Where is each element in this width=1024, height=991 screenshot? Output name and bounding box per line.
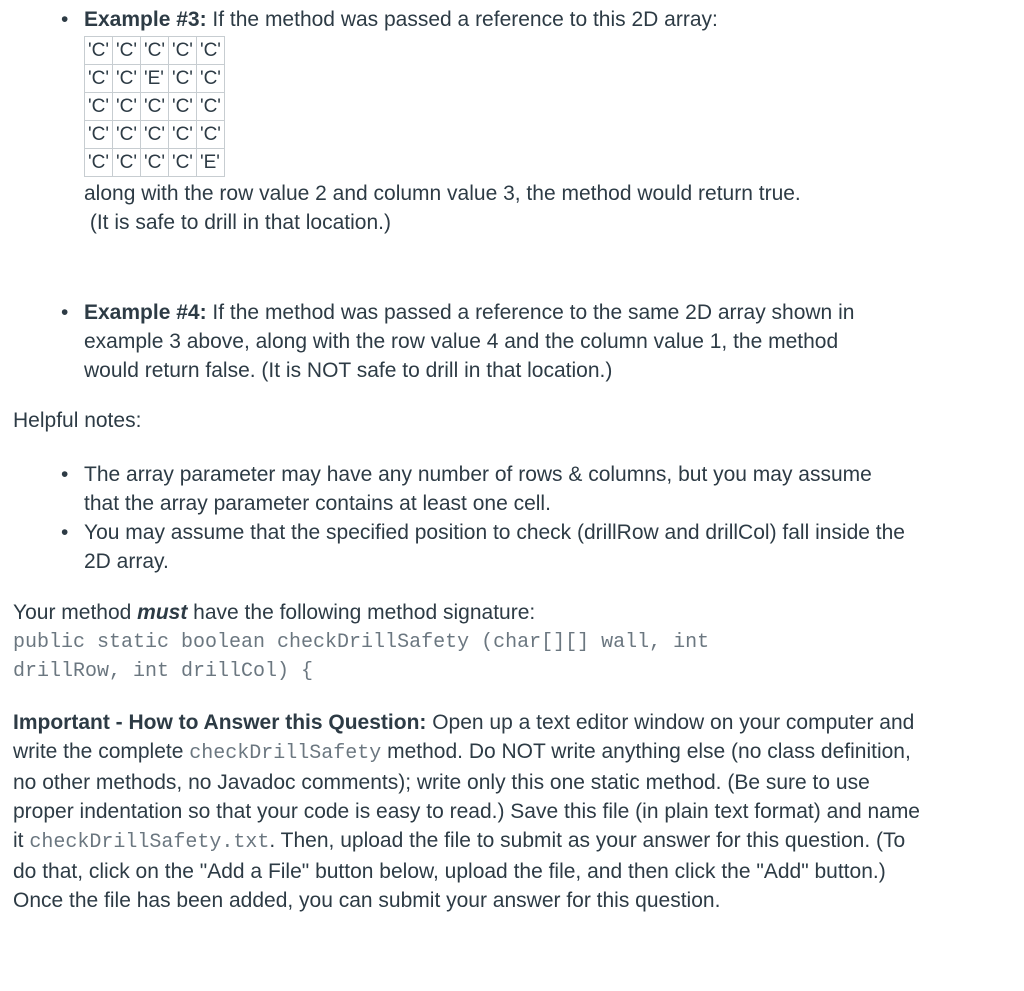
example-4-text: If the method was passed a reference to the same 2D array shown in example 3 above, along with the row value 4 and the column value 1, the method would return false. (It is NOT safe to drill in that location.): [84, 301, 855, 382]
grid-cell: 'C': [196, 37, 224, 65]
grid-cell: 'E': [196, 149, 224, 177]
example-3-item: [0, 5, 1000, 237]
grid-row: [85, 65, 225, 93]
list-item: [0, 460, 1000, 518]
helpful-note-2: You may assume that the specified position to check (drillRow and drillCol) fall inside the 2D array.: [84, 521, 905, 573]
signature-line-2: drillRow, int drillCol) {: [13, 660, 314, 683]
grid-cell: 'C': [140, 37, 168, 65]
list-item: [0, 518, 1000, 576]
grid-cell: 'C': [85, 93, 113, 121]
helpful-notes-list: [0, 460, 1000, 576]
grid-row: [85, 37, 225, 65]
example-4-label: Example #4:: [84, 301, 207, 324]
signature-intro-before: Your method: [13, 601, 138, 624]
method-signature-code: [13, 628, 1003, 686]
grid-cell: 'C': [112, 121, 140, 149]
file-name-code: checkDrillSafety.txt: [29, 831, 270, 854]
signature-intro: [13, 598, 1003, 627]
example-3-intro: If the method was passed a reference to this 2D array:: [206, 8, 718, 31]
example-3-result: along with the row value 2 and column value 3, the method would return true.: [84, 182, 801, 205]
method-name-code: checkDrillSafety: [189, 742, 382, 765]
grid-cell: 'C': [112, 149, 140, 177]
grid-cell: 'C': [168, 65, 196, 93]
grid-cell: 'C': [140, 121, 168, 149]
array-grid: [84, 36, 225, 177]
grid-row: [85, 121, 225, 149]
example-3-note: (It is safe to drill in that location.): [84, 211, 391, 234]
signature-line-1: public static boolean checkDrillSafety (char[][] wall, int: [13, 631, 710, 654]
grid-cell: 'C': [85, 121, 113, 149]
example-3-label: Example #3:: [84, 8, 207, 31]
grid-cell: 'E': [140, 65, 168, 93]
grid-cell: 'C': [112, 37, 140, 65]
example-4-item: [0, 298, 1000, 385]
grid-cell: 'C': [112, 93, 140, 121]
important-text-2: method. Do NOT write anything else (no class definition, no other methods, no Javadoc comments); write only this one static method. (Be sure to use proper indentation so that your code is easy to read.) Save this file (in plain text format) and name it: [13, 740, 920, 852]
grid-cell: 'C': [168, 149, 196, 177]
grid-cell: 'C': [85, 37, 113, 65]
grid-cell: 'C': [196, 65, 224, 93]
grid-cell: 'C': [85, 65, 113, 93]
important-label: Important - How to Answer this Question:: [13, 711, 427, 734]
grid-row: [85, 93, 225, 121]
important-text-1: Open up a text editor window on your computer and write the complete: [13, 711, 915, 763]
helpful-note-1: The array parameter may have any number of rows & columns, but you may assume that the array parameter contains at least one cell.: [84, 463, 872, 515]
grid-row: [85, 149, 225, 177]
signature-intro-after: have the following method signature:: [187, 601, 536, 624]
grid-cell: 'C': [168, 121, 196, 149]
important-instructions: [13, 708, 933, 915]
grid-cell: 'C': [196, 121, 224, 149]
grid-cell: 'C': [140, 93, 168, 121]
helpful-notes-heading: Helpful notes:: [13, 409, 142, 432]
grid-cell: 'C': [85, 149, 113, 177]
example-4-list: [0, 298, 1000, 385]
important-text-3: . Then, upload the file to submit as your answer for this question. (To do that, click on the "Add a File" button below, upload the file, and then click the "Add" button.) Once the file has been added, you can submit your answer for this question.: [13, 829, 906, 912]
grid-cell: 'C': [168, 93, 196, 121]
grid-cell: 'C': [196, 93, 224, 121]
grid-cell: 'C': [168, 37, 196, 65]
example-3-list: [0, 5, 1000, 237]
signature-intro-emphasis: must: [137, 601, 188, 624]
grid-cell: 'C': [112, 65, 140, 93]
grid-cell: 'C': [140, 149, 168, 177]
